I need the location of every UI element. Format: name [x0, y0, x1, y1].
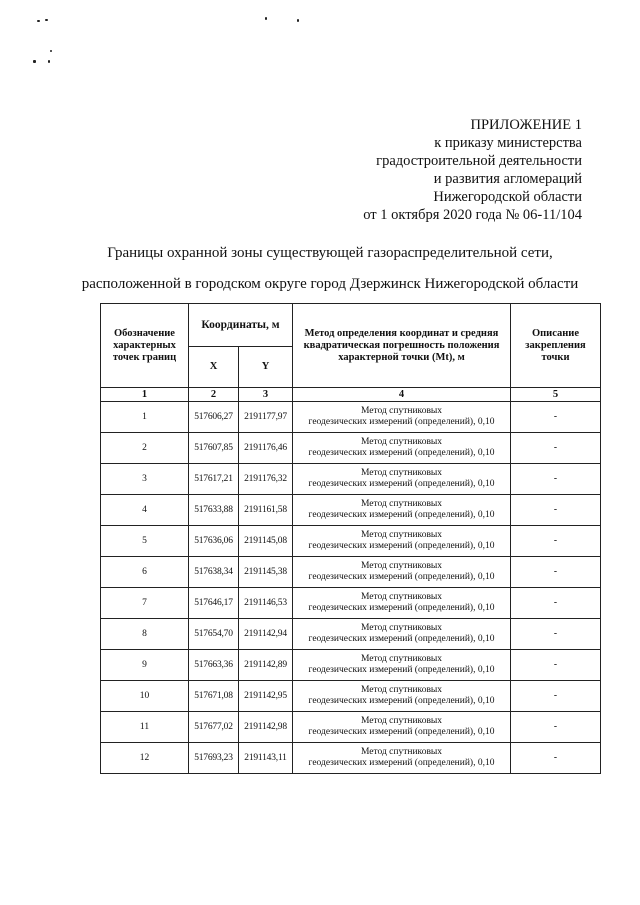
table-row [101, 619, 601, 650]
method-cell [293, 433, 511, 464]
coordinate-y: 2191143,11 [239, 743, 293, 774]
coordinate-x: 517693,23 [189, 743, 239, 774]
table-row [101, 464, 601, 495]
method-line-2: геодезических измерений (определений), 0,10 [308, 572, 495, 582]
header-x: X [189, 347, 239, 388]
header-coordinates: Координаты, м [189, 304, 293, 347]
method-line-1: Метод спутниковых [360, 747, 443, 757]
point-description: - [511, 557, 601, 588]
method-line-2: геодезических измерений (определений), 0,10 [308, 727, 495, 737]
point-description: - [511, 650, 601, 681]
coordinate-x: 517636,06 [189, 526, 239, 557]
appendix-heading: ПРИЛОЖЕНИЕ 1 [470, 117, 582, 133]
coordinate-x: 517617,21 [189, 464, 239, 495]
table-row [101, 557, 601, 588]
header-designation: Обозначение характерных точек границ [101, 304, 189, 388]
appendix-line: Нижегородской области [433, 189, 582, 205]
point-number: 3 [101, 464, 189, 495]
coordinate-y: 2191176,32 [239, 464, 293, 495]
table-row [101, 743, 601, 774]
point-number: 2 [101, 433, 189, 464]
method-line-1: Метод спутниковых [360, 654, 443, 664]
method-line-2: геодезических измерений (определений), 0,10 [308, 696, 495, 706]
point-number: 9 [101, 650, 189, 681]
method-line-2: геодезических измерений (определений), 0,10 [308, 603, 495, 613]
table-row [101, 495, 601, 526]
method-line-1: Метод спутниковых [360, 623, 443, 633]
point-description: - [511, 464, 601, 495]
header-description: Описание закрепления точки [511, 304, 601, 388]
coordinate-x: 517654,70 [189, 619, 239, 650]
header-method: Метод определения координат и средняя квадратическая погрешность положения характерной точки (Mt), м [293, 304, 511, 388]
title-line-2: расположенной в городском округе город Дзержинск Нижегородской области [81, 276, 579, 292]
coordinate-x: 517671,08 [189, 681, 239, 712]
point-number: 12 [101, 743, 189, 774]
method-line-1: Метод спутниковых [360, 561, 443, 571]
table-row [101, 681, 601, 712]
table-row [101, 402, 601, 433]
method-line-2: геодезических измерений (определений), 0,10 [308, 665, 495, 675]
column-number: 1 [101, 388, 189, 402]
method-line-2: геодезических измерений (определений), 0,10 [308, 541, 495, 551]
point-description: - [511, 495, 601, 526]
method-cell [293, 495, 511, 526]
coordinate-y: 2191145,08 [239, 526, 293, 557]
table-row [101, 712, 601, 743]
method-cell [293, 681, 511, 712]
point-description: - [511, 712, 601, 743]
point-description: - [511, 433, 601, 464]
coordinate-y: 2191145,38 [239, 557, 293, 588]
point-description: - [511, 681, 601, 712]
coordinate-x: 517638,34 [189, 557, 239, 588]
coordinate-y: 2191142,89 [239, 650, 293, 681]
column-number: 2 [189, 388, 239, 402]
method-line-1: Метод спутниковых [360, 406, 443, 416]
coordinate-y: 2191142,95 [239, 681, 293, 712]
table-row [101, 588, 601, 619]
method-line-2: геодезических измерений (определений), 0,10 [308, 634, 495, 644]
point-description: - [511, 402, 601, 433]
method-line-1: Метод спутниковых [360, 716, 443, 726]
column-number: 4 [293, 388, 511, 402]
point-description: - [511, 526, 601, 557]
coordinate-y: 2191146,53 [239, 588, 293, 619]
coordinate-y: 2191142,94 [239, 619, 293, 650]
coordinate-y: 2191176,46 [239, 433, 293, 464]
point-description: - [511, 588, 601, 619]
method-cell [293, 557, 511, 588]
coordinates-table [100, 303, 601, 774]
coordinate-x: 517633,88 [189, 495, 239, 526]
method-line-2: геодезических измерений (определений), 0,10 [308, 510, 495, 520]
coordinate-y: 2191161,58 [239, 495, 293, 526]
method-cell [293, 650, 511, 681]
appendix-order-date: от 1 октября 2020 года № 06-11/104 [363, 207, 582, 223]
point-number: 5 [101, 526, 189, 557]
point-number: 10 [101, 681, 189, 712]
coordinate-x: 517663,36 [189, 650, 239, 681]
coordinate-y: 2191142,98 [239, 712, 293, 743]
column-number: 3 [239, 388, 293, 402]
appendix-block [282, 116, 582, 224]
point-description: - [511, 619, 601, 650]
header-y: Y [239, 347, 293, 388]
appendix-line: градостроительной деятельности [376, 153, 582, 169]
table-row [101, 526, 601, 557]
method-line-2: геодезических измерений (определений), 0,10 [308, 417, 495, 427]
point-number: 11 [101, 712, 189, 743]
method-line-1: Метод спутниковых [360, 592, 443, 602]
method-line-2: геодезических измерений (определений), 0,10 [308, 479, 495, 489]
title-line-1: Границы охранной зоны существующей газораспределительной сети, [107, 245, 553, 261]
coordinate-x: 517606,27 [189, 402, 239, 433]
point-number: 6 [101, 557, 189, 588]
method-line-1: Метод спутниковых [360, 530, 443, 540]
method-line-1: Метод спутниковых [360, 468, 443, 478]
point-description: - [511, 743, 601, 774]
point-number: 7 [101, 588, 189, 619]
method-cell [293, 526, 511, 557]
method-cell [293, 588, 511, 619]
method-line-1: Метод спутниковых [360, 437, 443, 447]
point-number: 1 [101, 402, 189, 433]
appendix-line: к приказу министерства [434, 135, 582, 151]
appendix-line: и развития агломераций [433, 171, 582, 187]
method-line-2: геодезических измерений (определений), 0,10 [308, 448, 495, 458]
point-number: 4 [101, 495, 189, 526]
table-row [101, 650, 601, 681]
method-cell [293, 464, 511, 495]
document-title [40, 238, 620, 300]
method-cell [293, 712, 511, 743]
point-number: 8 [101, 619, 189, 650]
coordinate-x: 517646,17 [189, 588, 239, 619]
method-cell [293, 743, 511, 774]
method-line-1: Метод спутниковых [360, 685, 443, 695]
table-body [101, 402, 601, 774]
method-line-2: геодезических измерений (определений), 0,10 [308, 758, 495, 768]
column-number: 5 [511, 388, 601, 402]
method-cell [293, 619, 511, 650]
method-cell [293, 402, 511, 433]
coordinate-y: 2191177,97 [239, 402, 293, 433]
coordinate-x: 517677,02 [189, 712, 239, 743]
method-line-1: Метод спутниковых [360, 499, 443, 509]
table-row [101, 433, 601, 464]
coordinate-x: 517607,85 [189, 433, 239, 464]
